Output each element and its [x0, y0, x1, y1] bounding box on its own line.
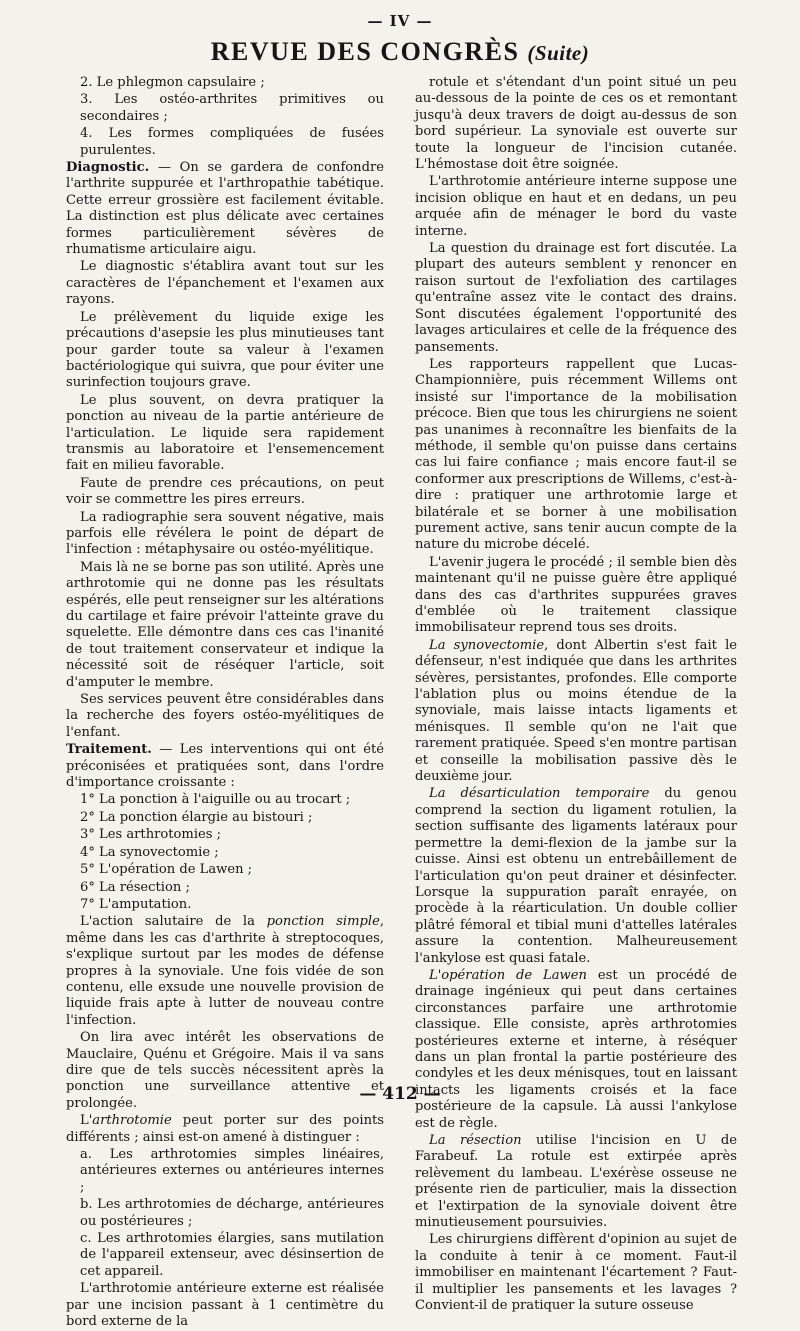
paragraph-text: L'action salutaire de la	[80, 914, 267, 930]
paragraph-text: du genou comprend la section du ligament rotulien, la section suffisante des ligaments latéraux pour permettre la demi-flexion de la jambe sur la cuisse. Ainsi est obtenu un entrebâillement de l'articulation qu'on peut drainer et désinfecter. Lorsque la suppuration paraît enrayée, on procède à la réarticulation. Un double collier plâtré fémoral et tibial muni d'attelles latérales assure la contention. Malheureusement l'ankylose est quasi fatale.	[415, 786, 737, 966]
paragraph: L'avenir jugera le procédé ; il semble bien dès maintenant qu'il ne puisse guère être appliqué dans des cas d'arthrites suppurées graves d'emblée où le traitement classique immobilisateur reprend tous ses droits.	[415, 554, 737, 636]
title-main: REVUE DES CONGRÈS	[210, 37, 520, 66]
paragraph: 3° Les arthrotomies ;	[80, 827, 222, 843]
section-heading: Diagnostic.	[66, 160, 150, 176]
paragraph-text: utilise l'incision en U de Farabeuf. La rotule est extirpée après relèvement du lambeau. L'exérèse osseuse ne présente rien de particulier, mais la dissection et l'extirpation de la synoviale doivent être minutieusement poursuivies.	[415, 1133, 737, 1231]
paragraph-text: — On se gardera de confondre l'arthrite suppurée et l'arthropathie tabétique. Cette erreur grossière est facilement évitable. La distinction est plus délicate avec certaines formes particulièrement sévères de rhumatisme articulaire aigu.	[66, 160, 384, 258]
paragraph	[66, 160, 384, 258]
page-title	[0, 37, 800, 67]
paragraph-text: L'	[80, 1113, 93, 1129]
paragraph	[66, 1113, 384, 1146]
paragraph: Les rapporteurs rappellent que Lucas-Championnière, puis récemment Willems ont insisté sur l'importance de la mobilisation précoce. Bien que tous les chirurgiens ne soient pas unanimes à reconnaître les bienfaits de la méthode, il semble qu'on puisse dans certains cas lui faire confiance ; mais encore faut-il se conformer aux prescriptions de Willems, c'est-à-dire : pratiquer une arthrotomie large et bilatérale et se borner à une mobilisation purement active, sans tenir aucun compte de la nature du microbe décelé.	[415, 356, 737, 553]
page-folio: — 412 —	[359, 1084, 441, 1104]
emphasis-term: ponction simple	[266, 914, 380, 930]
paragraph: b. Les arthrotomies de décharge, antérieures ou postérieures ;	[80, 1197, 384, 1229]
paragraph: Mais là ne se borne pas son utilité. Après une arthrotomie qui ne donne pas les résultats espérés, elle peut renseigner sur les altérations du cartilage et faire prévoir l'atteinte grave du squelette. Elle démontre dans ces cas l'inanité de tout traitement conservateur et indique la nécessité soit de réséquer l'article, soit d'amputer le membre.	[66, 559, 384, 690]
page-number: — IV —	[367, 12, 433, 30]
paragraph: 1° La ponction à l'aiguille ou au trocart ;	[80, 792, 351, 808]
paragraph: 6° La résection ;	[80, 879, 190, 895]
paragraph: L'arthrotomie antérieure interne suppose une incision oblique en haut et en dedans, un peu arquée afin de ménager le bord du vaste interne.	[415, 174, 737, 239]
paragraph: 4° La synovectomie ;	[80, 844, 219, 860]
title-suite: (Suite)	[527, 41, 590, 65]
paragraph: Le diagnostic s'établira avant tout sur les caractères de l'épanchement et l'examen aux rayons.	[66, 259, 384, 308]
emphasis-term: La désarticulation temporaire	[429, 786, 650, 802]
paragraph: 3. Les ostéo-arthrites primitives ou secondaires ;	[80, 92, 384, 124]
paragraph-text: peut porter sur des points différents ; ainsi est-on amené à distinguer :	[66, 1113, 384, 1145]
paragraph: Le plus souvent, on devra pratiquer la ponction au niveau de la partie antérieure de l'articulation. Le liquide sera rapidement transmis au laboratoire et l'ensemencement fait en milieu favorable.	[66, 392, 384, 474]
section-heading: Traitement.	[66, 742, 152, 758]
paragraph	[415, 638, 737, 786]
emphasis-term: L'opération de Lawen	[429, 967, 587, 983]
paragraph: L'arthrotomie antérieure externe est réalisée par une incision passant à 1 centimètre du bord externe de la	[66, 1281, 384, 1330]
paragraph: c. Les arthrotomies élargies, sans mutilation de l'appareil extenseur, avec désinsertion de cet appareil.	[80, 1231, 384, 1279]
paragraph: La radiographie sera souvent négative, mais parfois elle révélera le point de départ de l'infection : métaphysaire ou ostéo-myélitique.	[66, 509, 384, 558]
left-column	[66, 75, 384, 1331]
paragraph	[415, 1133, 737, 1231]
paragraph: 2. Le phlegmon capsulaire ;	[80, 75, 265, 90]
paragraph-text: est un procédé de drainage ingénieux qui peut dans certaines circonstances parfaire une arthrotomie classique. Elle consiste, après arthrotomies postérieures externe et interne, à réséquer dans un plan frontal la partie postérieure des condyles et les deux ménisques, tout en laissant intacts les ligaments croisés et la face postérieure de la capsule. Là aussi l'ankylose est de règle.	[415, 967, 737, 1131]
paragraph: Les chirurgiens diffèrent d'opinion au sujet de la conduite à tenir à ce moment. Faut-il immobiliser en maintenant l'écartement ? Faut-il multiplier les pansements et les lavages ? Convient-il de pratiquer la suture osseuse	[415, 1232, 737, 1314]
right-column	[415, 75, 737, 1315]
paragraph: Faute de prendre ces précautions, on peut voir se commettre les pires erreurs.	[66, 475, 384, 508]
paragraph: 4. Les formes compliquées de fusées purulentes.	[80, 126, 384, 158]
paragraph: 7° L'amputation.	[80, 896, 192, 912]
paragraph: La question du drainage est fort discutée. La plupart des auteurs semblent y renoncer en raison surtout de l'exfoliation des cartilages qu'entraîne assez vite le contact des drains. Sont discutées également l'opportunité des lavages articulaires et celle de la fréquence des pansements.	[415, 241, 737, 355]
paragraph-text: , même dans les cas d'arthrite à streptocoques, s'explique surtout par les modes de défense propres à la synoviale. Une fois vidée de son contenu, elle exsude une nouvelle provision de liquide frais apte à lutter de nouveau contre l'infection.	[66, 914, 384, 1028]
emphasis-term: La synovectomie	[429, 637, 545, 653]
paragraph: rotule et s'étendant d'un point situé un peu au-dessous de la pointe de ces os et remontant jusqu'à deux travers de doigt au-dessus de son bord supérieur. La synoviale est ouverte sur toute la longueur de l'incision cutanée. L'hémostase doit être soignée.	[415, 75, 737, 173]
paragraph	[415, 968, 737, 1132]
paragraph: 5° L'opération de Lawen ;	[80, 862, 253, 878]
paragraph-text: — Les interventions qui ont été préconisées et pratiquées sont, dans l'ordre d'importance croissante :	[66, 742, 384, 791]
paragraph-text: , dont Albertin s'est fait le défenseur, n'est indiquée que dans les arthrites sévères, persistantes, profondes. Elle comporte l'ablation plus ou moins étendue de la synoviale, mais laisse intacts ligaments et ménisques. Il semble qu'on ne l'ait que rarement pratiquée. Speed s'en montre partisan et conseille la mobilisation passive dès le deuxième jour.	[415, 637, 738, 785]
paragraph: Le prélèvement du liquide exige les précautions d'asepsie les plus minutieuses tant pour garder toute sa valeur à l'examen bactériologique qui suivra, que pour éviter une surinfection toujours grave.	[66, 309, 384, 391]
paragraph	[66, 914, 384, 1029]
paragraph: a. Les arthrotomies simples linéaires, antérieures externes ou antérieures internes ;	[80, 1147, 384, 1195]
paragraph: Ses services peuvent être considérables dans la recherche des foyers ostéo-myélitiques de l'enfant.	[66, 692, 384, 740]
paragraph	[415, 786, 737, 966]
paragraph: On lira avec intérêt les observations de Mauclaire, Quénu et Grégoire. Mais il va sans dire que de tels succès nécessitent après la ponction une surveillance attentive et prolongée.	[66, 1030, 384, 1111]
paragraph	[66, 742, 384, 791]
paragraph: 2° La ponction élargie au bistouri ;	[80, 809, 313, 825]
emphasis-term: La résection	[429, 1133, 522, 1148]
emphasis-term: arthrotomie	[92, 1113, 172, 1129]
